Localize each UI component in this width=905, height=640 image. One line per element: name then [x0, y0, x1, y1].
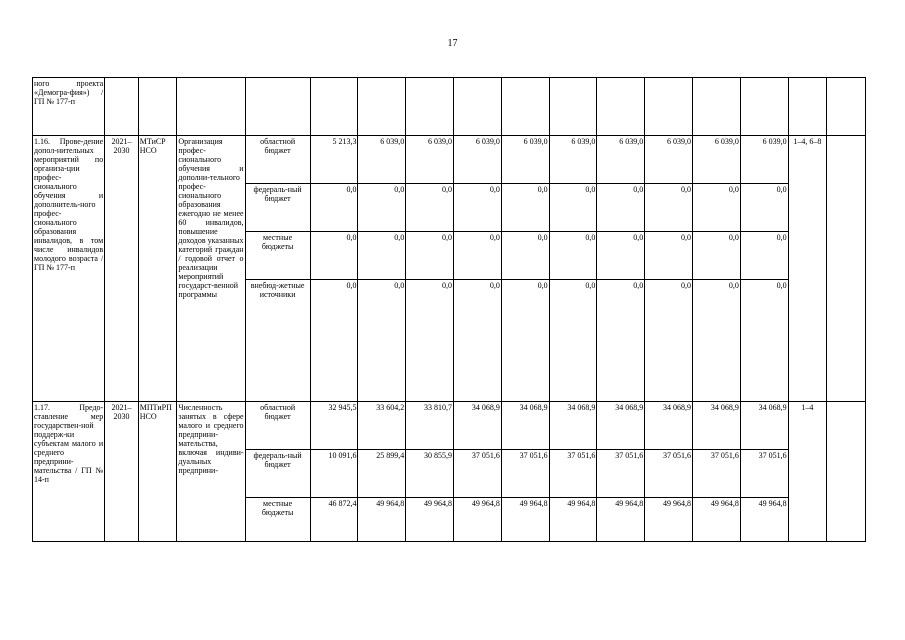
- funding-value: 0,0: [740, 184, 788, 232]
- funding-value: 34 068,9: [740, 402, 788, 450]
- notes-cell: [827, 136, 866, 402]
- funding-value: 6 039,0: [501, 136, 549, 184]
- funding-value: 0,0: [454, 232, 502, 280]
- funding-value: 0,0: [549, 184, 597, 232]
- funding-value: 6 039,0: [549, 136, 597, 184]
- funding-value: 49 964,8: [645, 498, 693, 542]
- funding-value: 0,0: [645, 280, 693, 402]
- funding-value: 6 039,0: [645, 136, 693, 184]
- funding-value: 0,0: [740, 232, 788, 280]
- funding-value: 34 068,9: [501, 402, 549, 450]
- funding-value: 33 810,7: [406, 402, 454, 450]
- funding-value: 0,0: [693, 232, 741, 280]
- funding-value: 34 068,9: [549, 402, 597, 450]
- funding-value: 0,0: [645, 232, 693, 280]
- funding-row: [33, 136, 866, 184]
- funding-value: 34 068,9: [693, 402, 741, 450]
- funding-value: 0,0: [310, 184, 358, 232]
- indicator: Численность занятых в сфере малого и среднего предприни-мательства, включая индиви-дуальных предприни-: [177, 402, 245, 542]
- funding-value: 0,0: [740, 280, 788, 402]
- funding-value: 37 051,6: [454, 450, 502, 498]
- funding-value: 37 051,6: [597, 450, 645, 498]
- funding-value: 0,0: [501, 184, 549, 232]
- funding-value: 10 091,6: [310, 450, 358, 498]
- funding-value: 49 964,8: [406, 498, 454, 542]
- page-number: 17: [447, 38, 458, 49]
- funding-value: 0,0: [693, 280, 741, 402]
- funding-value: 0,0: [358, 280, 406, 402]
- notes-cell: [827, 402, 866, 542]
- funding-value: 33 604,2: [358, 402, 406, 450]
- funding-value: 0,0: [358, 232, 406, 280]
- funding-value: 0,0: [597, 184, 645, 232]
- funding-value: 37 051,6: [645, 450, 693, 498]
- funding-value: 37 051,6: [549, 450, 597, 498]
- funding-source: местные бюджеты: [245, 232, 310, 280]
- period: 2021–2030: [105, 402, 139, 542]
- funding-value: 0,0: [406, 280, 454, 402]
- funding-value: 0,0: [549, 280, 597, 402]
- target-indicators: 1–4: [788, 402, 827, 542]
- funding-row: [33, 402, 866, 450]
- funding-source: федераль-ный бюджет: [245, 450, 310, 498]
- funding-value: 49 964,8: [501, 498, 549, 542]
- indicator: Организация профес-сионального обучения и дополни-тельного профес-сионального образования ежегодно не менее 60 инвалидов, повышение доходов указанных категорий граждан / годовой отчет о реализации мероприятий государст-венной программы: [177, 136, 245, 402]
- funding-value: 0,0: [597, 280, 645, 402]
- funding-value: 0,0: [645, 184, 693, 232]
- funding-value: 0,0: [358, 184, 406, 232]
- funding-value: 37 051,6: [693, 450, 741, 498]
- funding-value: 30 855,9: [406, 450, 454, 498]
- funding-value: 25 899,4: [358, 450, 406, 498]
- funding-value: 49 964,8: [454, 498, 502, 542]
- continuation-row: [33, 78, 866, 136]
- funding-value: 32 945,5: [310, 402, 358, 450]
- funding-source: областной бюджет: [245, 402, 310, 450]
- funding-value: 0,0: [501, 280, 549, 402]
- executor: МТиСР НСО: [138, 136, 177, 402]
- funding-value: 5 213,3: [310, 136, 358, 184]
- funding-value: 0,0: [549, 232, 597, 280]
- funding-value: 0,0: [693, 184, 741, 232]
- funding-value: 0,0: [406, 232, 454, 280]
- funding-value: 49 964,8: [358, 498, 406, 542]
- funding-value: 0,0: [454, 184, 502, 232]
- period: 2021–2030: [105, 136, 139, 402]
- program-activities-table: [32, 77, 866, 542]
- funding-value: 34 068,9: [454, 402, 502, 450]
- funding-value: 37 051,6: [501, 450, 549, 498]
- funding-value: 0,0: [406, 184, 454, 232]
- funding-value: 0,0: [501, 232, 549, 280]
- funding-value: 49 964,8: [549, 498, 597, 542]
- continuation-name: ного проекта «Демогра-фия») / ГП № 177-п: [33, 78, 105, 136]
- funding-value: 0,0: [454, 280, 502, 402]
- funding-value: 49 964,8: [693, 498, 741, 542]
- funding-source: местные бюджеты: [245, 498, 310, 542]
- funding-value: 0,0: [597, 232, 645, 280]
- funding-value: 6 039,0: [454, 136, 502, 184]
- funding-value: 6 039,0: [597, 136, 645, 184]
- funding-source: федераль-ный бюджет: [245, 184, 310, 232]
- funding-value: 34 068,9: [645, 402, 693, 450]
- funding-value: 0,0: [310, 232, 358, 280]
- activity-name: 1.16. Прове-дение допол-нительных мероприятий по организа-ции профес-сионального обучения и дополнитель-ного профес-сионального образования инвалидов, в том числе инвалидов молодого возраста / ГП № 177-п: [33, 136, 105, 402]
- activity-name: 1.17. Предо-ставление мер государствен-ной поддерж-ки субъектам малого и среднего предприни-мательства / ГП № 14-п: [33, 402, 105, 542]
- funding-value: 34 068,9: [597, 402, 645, 450]
- funding-source: внебюд-жетные источники: [245, 280, 310, 402]
- funding-value: 46 872,4: [310, 498, 358, 542]
- funding-source: областной бюджет: [245, 136, 310, 184]
- funding-value: 6 039,0: [406, 136, 454, 184]
- funding-value: 6 039,0: [693, 136, 741, 184]
- funding-value: 37 051,6: [740, 450, 788, 498]
- target-indicators: 1–4, 6–8: [788, 136, 827, 402]
- funding-value: 6 039,0: [358, 136, 406, 184]
- funding-value: 49 964,8: [597, 498, 645, 542]
- funding-value: 49 964,8: [740, 498, 788, 542]
- funding-value: 6 039,0: [740, 136, 788, 184]
- executor: МПТиРП НСО: [138, 402, 177, 542]
- funding-value: 0,0: [310, 280, 358, 402]
